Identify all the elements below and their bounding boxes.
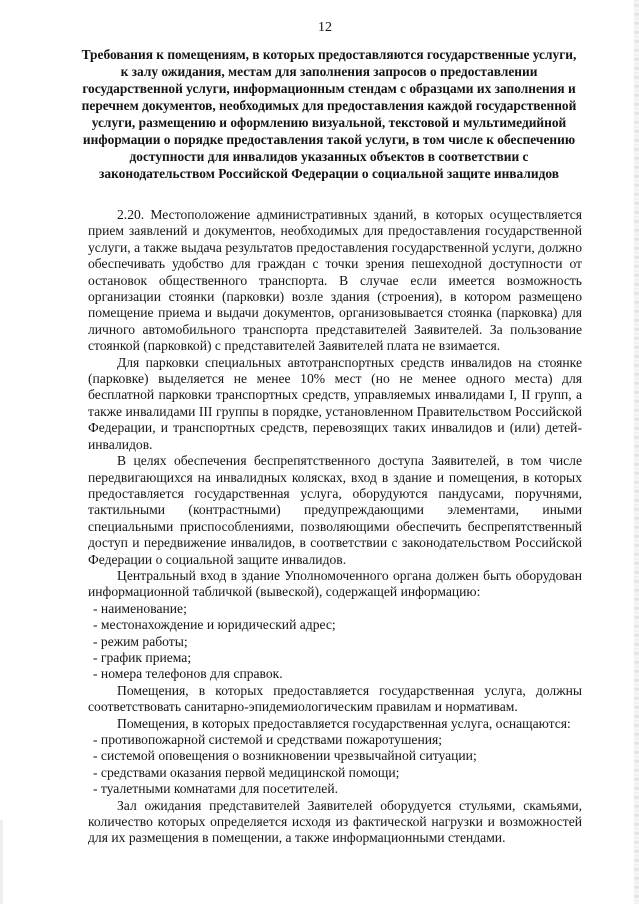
paragraph-waiting-room: Зал ожидания представителей Заявителей оборудуется стульями, скамьями, количество которых определяется исходя из фактической нагрузки и возможностей для их размещения в помещении, а также информационными стендами. bbox=[88, 797, 582, 846]
scan-edge-left bbox=[0, 820, 3, 904]
scan-edge-right bbox=[634, 0, 639, 904]
heading-line: к залу ожидания, местам для заполнения запросов о предоставлении bbox=[120, 64, 538, 79]
paragraph-location: 2.20. Местоположение административных зданий, в которых осуществляется прием заявлений и документов, необходимых для предоставления государственной услуги, а также выдача результатов предоставления государственной услуги, должно обеспечивать удобство для граждан с точки зрения пешеходной доступности от остановок общественного транспорта. В случае если имеется возможность организации стоянки (парковки) возле здания (строения), в котором размещено помещение приема и выдачи документов, организовывается стоянка (парковка) для личного автомобильного транспорта представителей Заявителей. За пользование стоянкой (парковкой) с представителей Заявителей плата не взимается. bbox=[88, 207, 582, 354]
section-heading bbox=[70, 46, 588, 182]
list-item: - системой оповещения о возникновении чрезвычайной ситуации; bbox=[93, 748, 477, 764]
list-item: - график приема; bbox=[93, 649, 192, 665]
heading-line: Требования к помещениям, в которых предоставляются государственные услуги, bbox=[81, 47, 577, 62]
paragraph-sanitary: Помещения, в которых предоставляется государственная услуга, должны соответствовать санитарно-эпидемиологическим правилам и нормативам. bbox=[88, 682, 582, 715]
list-item: - средствами оказания первой медицинской помощи; bbox=[93, 764, 400, 780]
paragraph-entrance-sign: Центральный вход в здание Уполномоченного органа должен быть оборудован информационной табличкой (вывеской), содержащей информацию: bbox=[88, 567, 582, 600]
heading-line: перечнем документов, необходимых для предоставления каждой государственной bbox=[81, 98, 577, 113]
paragraph-equipment: Помещения, в которых предоставляется государственная услуга, оснащаются: bbox=[117, 715, 571, 731]
equipment-list bbox=[88, 732, 582, 798]
body-text bbox=[88, 207, 582, 847]
paragraph-accessibility: В целях обеспечения беспрепятственного доступа Заявителей, в том числе передвигающихся на инвалидных колясках, вход в здание и помещения, в которых предоставляется государственная услуга, оборудуются пандусами, поручнями, тактильными (контрастными) предупреждающими элементами, иными специальными приспособлениями, позволяющими обеспечить беспрепятственный доступ и передвижение инвалидов, в соответствии с законодательством Российской Федерации о социальной защите инвалидов. bbox=[88, 453, 582, 567]
list-item: - противопожарной системой и средствами пожаротушения; bbox=[93, 732, 443, 747]
list-item: - номера телефонов для справок. bbox=[93, 666, 283, 682]
paragraph-parking: Для парковки специальных автотранспортных средств инвалидов на стоянке (парковке) выделяется не менее 10% мест (но не менее одного места) для бесплатной парковки транспортных средств, управляемых инвалидами I, II групп, а также инвалидами III группы в порядке, установленном Правительством Российской Федерации, и транспортных средств, перевозящих таких инвалидов и (или) детей-инвалидов. bbox=[88, 354, 582, 452]
heading-line: информации о порядке предоставления такой услуги, в том числе к обеспечению bbox=[82, 132, 576, 147]
heading-line: законодательством Российской Федерации о социальной защите инвалидов bbox=[99, 166, 559, 181]
list-item: - местонахождение и юридический адрес; bbox=[93, 617, 336, 633]
signage-list bbox=[88, 601, 582, 683]
heading-line: доступности для инвалидов указанных объектов в соответствии с bbox=[129, 149, 529, 164]
list-item: - туалетными комнатами для посетителей. bbox=[93, 781, 338, 797]
list-item: - режим работы; bbox=[93, 633, 188, 649]
page-number: 12 bbox=[318, 20, 332, 35]
heading-line: государственной услуги, информационным стендам с образцами их заполнения и bbox=[82, 81, 576, 96]
heading-line: услуги, размещению и оформлению визуальной, текстовой и мультимедийной bbox=[91, 115, 567, 130]
list-item: - наименование; bbox=[93, 600, 187, 616]
